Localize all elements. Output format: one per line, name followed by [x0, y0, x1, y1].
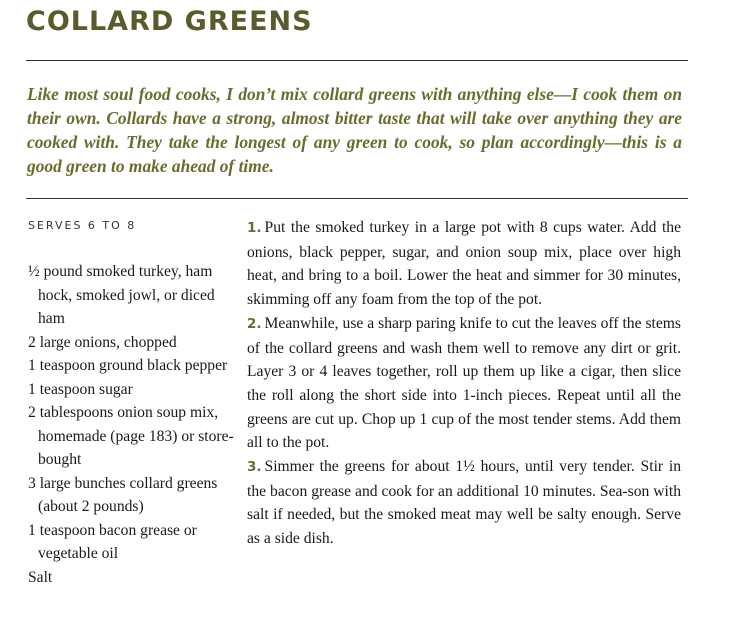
- step-text: Put the smoked turkey in a large pot with 8 cups water. Add the onions, black pepper, sugar, and onion soup mix, place over high heat, and bring to a boil. Lower the heat and simmer for 30 minutes, skimming off any foam from the top of the pot.: [247, 219, 681, 309]
- bottom-divider: [26, 198, 688, 199]
- step-number: 1.: [247, 220, 262, 236]
- instruction-steps: [247, 216, 681, 551]
- step-3: [247, 455, 681, 551]
- ingredient-item: 1 teaspoon sugar: [28, 380, 133, 398]
- step-number: 2.: [247, 315, 262, 332]
- step-2: [247, 312, 681, 455]
- serves-label: SERVES 6 TO 8: [28, 219, 137, 232]
- ingredient-item: Salt: [28, 568, 53, 586]
- ingredient-item: 1 teaspoon bacon grease or vegetable oil: [28, 521, 197, 562]
- ingredient-item: 3 large bunches collard greens (about 2 pounds): [28, 474, 218, 515]
- ingredient-item: 2 large onions, chopped: [28, 333, 177, 351]
- step-text: Simmer the greens for about 1½ hours, until very tender. Stir in the bacon grease and cook for an additional 10 minutes. Sea-son with salt if needed, but the smoked meat may well be salty enough. Serve as a side dish.: [247, 458, 681, 548]
- ingredient-item: ½ pound smoked turkey, ham hock, smoked jowl, or diced ham: [28, 263, 215, 327]
- recipe-title: COLLARD GREENS: [26, 6, 313, 37]
- recipe-intro: Like most soul food cooks, I don’t mix collard greens with anything else—I cook them on their own. Collards have a strong, almost bitter taste that will take over anything they are cooked with. They take the longest of any green to cook, so plan accordingly—this is a good green to make ahead of time.: [27, 84, 682, 176]
- top-divider: [26, 60, 688, 61]
- step-text: Meanwhile, use a sharp paring knife to cut the leaves off the stems of the collard greens and wash them well to remove any dirt or grit. Layer 3 or 4 leaves together, roll up them up like a cigar, then slice the roll along the short side into 1-inch pieces. Repeat until all the greens are cut up. Chop up 1 cup of the most tender stems. Add them all to the pot.: [247, 314, 681, 452]
- ingredient-item: 2 tablespoons onion soup mix, homemade (page 183) or store-bought: [28, 404, 234, 468]
- step-number: 3.: [247, 459, 262, 476]
- step-1: [247, 216, 681, 312]
- ingredient-item: 1 teaspoon ground black pepper: [28, 357, 228, 374]
- ingredient-list: [28, 260, 243, 589]
